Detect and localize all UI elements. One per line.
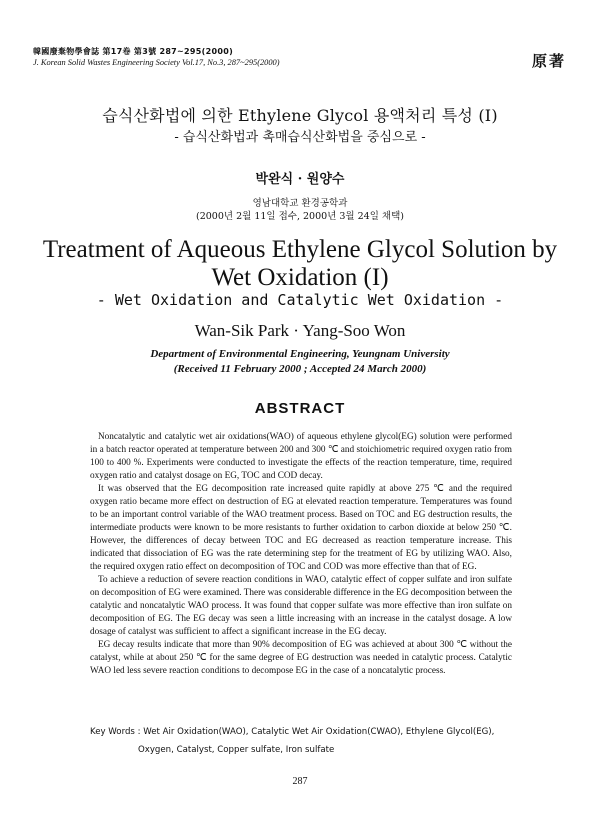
abstract-paragraph-4: EG decay results indicate that more than 90% decomposition of EG was achieved at about 300 ℃ without the catalyst, while at about 250 ℃ for the same degree of EG destruction was needed in catalytic process. Catalytic WAO led less severe reaction conditions to decompose EG in the case of a noncatalytic process. — [90, 640, 512, 676]
keywords-line-1 — [90, 727, 494, 737]
page-number: 287 — [292, 776, 308, 787]
abstract-paragraph-1: Noncatalytic and catalytic wet air oxidations(WAO) of aqueous ethylene glycol(EG) solution were performed in a batch reactor operated at temperature between 200 and 300 ℃ and stoichiometric required oxygen ratio from 100 to 400 %. Experiments were conducted to investigate the effects of the reaction temperature, time, required oxygen ratio and catalyst dosage on EG, TOC and COD decay. — [90, 432, 512, 481]
journal-name-korean: 韓國廢棄物學會誌 第17卷 第3號 287~295(2000) — [33, 47, 234, 56]
english-title-line-2: Wet Oxidation (I) — [211, 264, 389, 291]
keywords-list-2: Oxygen, Catalyst, Copper sulfate, Iron sulfate — [138, 745, 335, 755]
english-affiliation: Department of Environmental Engineering, Yeungnam University — [150, 348, 450, 360]
english-title-line-1: Treatment of Aqueous Ethylene Glycol Solution by — [42, 236, 558, 263]
abstract-paragraph-2: It was observed that the EG decomposition rate increased quite rapidly at above 275 ℃ and the required oxygen ratio became more effect on destruction of EG at elevated reaction temperature. Temperatures was found to be an important control variable of the WAO treatment process. Based on TOC and EG destruction results, the intermediate products were known to be more resistants to further oxidation to carbon dioxide at below 250 ℃. However, the differences of decay between TOC and EG decreased as reaction temperature increase. This indicated that dissociation of EG was the rate determining step for the treatment of EG by utilizing WAO. Also, the required oxygen ratio effect on decomposition of TOC and COD was more effective than that of EG. — [90, 484, 512, 572]
journal-name-english: J. Korean Solid Wastes Engineering Society Vol.17, No.3, 287~295(2000) — [33, 58, 280, 67]
english-dates: (Received 11 February 2000 ; Accepted 24 March 2000) — [173, 363, 427, 375]
korean-dates: (2000년 2월 11일 접수, 2000년 3월 24일 채택) — [196, 211, 404, 222]
korean-subtitle: - 습식산화법과 촉매습식산화법을 중심으로 - — [174, 130, 426, 145]
abstract-heading: ABSTRACT — [254, 400, 346, 417]
english-subtitle: - Wet Oxidation and Catalytic Wet Oxidation - — [96, 291, 504, 309]
korean-authors: 박완식 · 원양수 — [255, 172, 345, 187]
keywords-label: Key Words : — [90, 727, 141, 737]
korean-affiliation: 영남대학교 환경공학과 — [252, 198, 348, 209]
abstract-body — [90, 431, 512, 678]
english-title — [0, 236, 600, 292]
keywords-list-1: Wet Air Oxidation(WAO), Catalytic Wet Air Oxidation(CWAO), Ethylene Glycol(EG), — [143, 727, 495, 737]
article-type-badge: 原著 — [531, 52, 566, 70]
abstract-paragraph-3: To achieve a reduction of severe reaction conditions in WAO, catalytic effect of copper sulfate and iron sulfate on decomposition of EG were examined. There was considerable difference in the EG decomposition between the catalytic and noncatalytic WAO process. It was found that copper sulfate was more effective than iron sulfate on decomposition of EG. The EG decay was seen a little increasing with an increase in the catalyst dosage. A low dosage of catalyst was sufficient to affect a significant increase in the EG decay. — [90, 575, 512, 637]
english-authors: Wan-Sik Park · Yang-Soo Won — [194, 321, 406, 340]
korean-title: 습식산화법에 의한 Ethylene Glycol 용액처리 특성 (I) — [102, 106, 498, 125]
journal-header — [33, 46, 333, 67]
